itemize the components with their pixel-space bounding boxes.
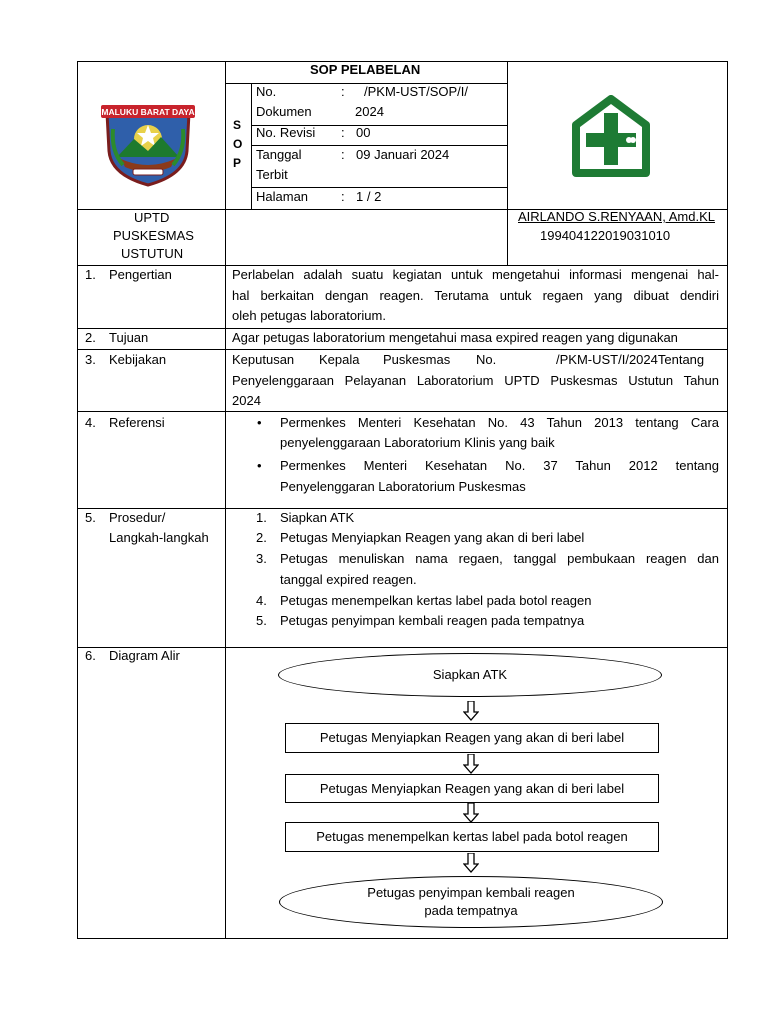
kebijakan-word: Puskesmas <box>383 352 451 367</box>
referensi-item: Penyelenggaran Laboratorium Puskesmas <box>280 479 526 494</box>
referensi-item: Permenkes Menteri Kesehatan No. 43 Tahun 2013 tentang Cara <box>280 415 719 430</box>
field-value: 2024 <box>355 104 384 119</box>
org-line: USTUTUN <box>121 246 184 261</box>
section-label: Diagram Alir <box>109 648 180 663</box>
section-number: 1. <box>85 267 96 282</box>
field-colon: : <box>341 125 345 140</box>
field-colon: : <box>341 189 345 204</box>
step-text: Petugas menempelkan kertas label pada botol reagen <box>280 593 592 608</box>
field-colon: : <box>341 147 345 162</box>
flow-start-node <box>278 653 662 697</box>
field-label: Tanggal <box>256 147 302 162</box>
field-value: /PKM-UST/SOP/I/ <box>364 84 469 99</box>
flow-node-label: Siapkan ATK <box>432 667 508 682</box>
step-number: 3. <box>256 551 267 566</box>
signer-name: AIRLANDO S.RENYAAN, Amd.KL <box>518 209 715 224</box>
emblem-caption: MALUKU BARAT DAYA <box>101 107 195 117</box>
section-label: Prosedur/ <box>109 510 166 525</box>
bullet-icon: • <box>257 458 262 473</box>
section-number: 6. <box>85 648 96 663</box>
field-label: Terbit <box>256 167 288 182</box>
sop-letter-s: S <box>233 118 242 132</box>
step-number: 4. <box>256 593 267 608</box>
org-line: UPTD <box>134 210 170 225</box>
kebijakan-word: Keputusan <box>232 352 295 367</box>
tujuan-text: Agar petugas laboratorium mengetahui masa expired reagen yang digunakan <box>232 330 678 345</box>
kebijakan-word: No. <box>476 352 497 367</box>
field-value: 09 Januari 2024 <box>356 147 450 162</box>
signer-nip: 199404122019031010 <box>540 228 671 243</box>
section-label: Tujuan <box>109 330 149 345</box>
section-number: 2. <box>85 330 96 345</box>
step-text: Petugas penyimpan kembali reagen pada tempatnya <box>280 613 585 628</box>
flow-node-label: Petugas menempelkan kertas label pada botol reagen <box>316 829 628 844</box>
down-arrow-icon <box>463 803 479 823</box>
pengertian-line: oleh petugas laboratorium. <box>232 308 386 323</box>
field-label: Halaman <box>256 189 309 204</box>
sop-letter-p: P <box>233 156 242 170</box>
flow-process-node <box>285 774 659 803</box>
down-arrow-icon <box>463 701 479 721</box>
field-label: No. Revisi <box>256 125 316 140</box>
section-label: Kebijakan <box>109 352 167 367</box>
step-text: Petugas menuliskan nama regaen, tanggal pembukaan reagen dan <box>280 551 719 566</box>
puskesmas-logo <box>570 95 652 177</box>
org-line: PUSKESMAS <box>113 228 194 243</box>
kebijakan-line: Penyelenggaraan Pelayanan Laboratorium UPTD Puskesmas Ustutun Tahun <box>232 373 719 388</box>
section-number: 5. <box>85 510 96 525</box>
document-title: SOP PELABELAN <box>310 62 421 77</box>
flow-node-label: Petugas penyimpan kembali reagen <box>367 885 575 900</box>
step-number: 2. <box>256 530 267 545</box>
flow-node-label: Petugas Menyiapkan Reagen yang akan di beri label <box>319 730 625 745</box>
kebijakan-word: /PKM-UST/I/2024Tentang <box>556 352 705 367</box>
pengertian-line: Perlabelan adalah suatu kegiatan untuk mengetahui informasi mengenai hal- <box>232 267 719 282</box>
field-colon: : <box>341 84 345 99</box>
section-label: Langkah-langkah <box>109 530 209 545</box>
section-label: Referensi <box>109 415 165 430</box>
flow-node-label: Petugas Menyiapkan Reagen yang akan di beri label <box>319 780 625 796</box>
section-number: 4. <box>85 415 96 430</box>
field-value: 00 <box>356 125 371 140</box>
step-text: Petugas Menyiapkan Reagen yang akan di beri label <box>280 530 585 545</box>
section-number: 3. <box>85 352 96 367</box>
referensi-item: penyelenggaraan Laboratorium Klinis yang baik <box>280 435 555 450</box>
step-text: Siapkan ATK <box>280 510 355 525</box>
field-label: No. <box>256 84 277 99</box>
flow-process-node <box>285 723 659 753</box>
pengertian-line: hal berkaitan dengan reagen. Terutama untuk regaen yang dibuat dendiri <box>232 288 719 303</box>
step-number: 1. <box>256 510 267 525</box>
step-number: 5. <box>256 613 267 628</box>
section-label: Pengertian <box>109 267 172 282</box>
flow-node-label: pada tempatnya <box>424 903 518 918</box>
step-text: tanggal expired reagen. <box>280 572 417 587</box>
referensi-item: Permenkes Menteri Kesehatan No. 37 Tahun 2012 tentang <box>280 458 719 473</box>
field-value: 1 / 2 <box>356 189 382 204</box>
regency-emblem-logo <box>99 99 197 187</box>
kebijakan-word: Kepala <box>319 352 360 367</box>
down-arrow-icon <box>463 754 479 774</box>
bullet-icon: • <box>257 415 262 430</box>
kebijakan-line: 2024 <box>232 393 261 408</box>
sop-letter-o: O <box>233 137 243 151</box>
flow-process-node <box>285 822 659 852</box>
flow-end-node <box>279 876 663 928</box>
down-arrow-icon <box>463 853 479 873</box>
field-label: Dokumen <box>256 104 312 119</box>
